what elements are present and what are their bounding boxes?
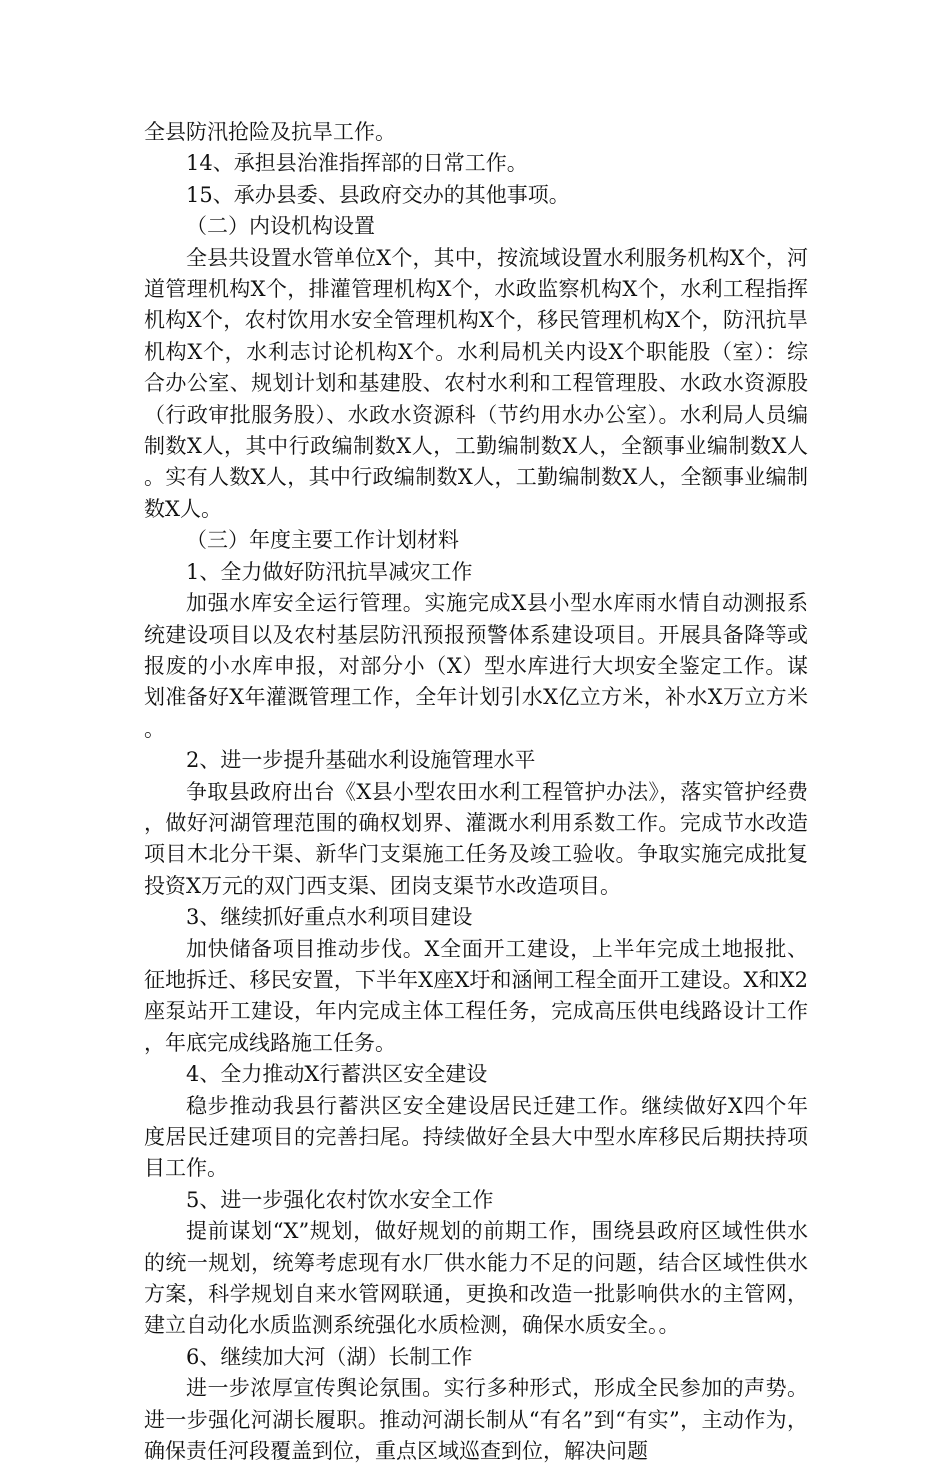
item-heading-1: 1、全力做好防汛抗旱减灾工作 [186, 559, 473, 584]
section-heading-3: （三）年度主要工作计划材料 [186, 528, 459, 553]
paragraph-16: 提前谋划“X”规划，做好规划的前期工作，围绕县政府区域性供水的统一规划，统筹考虑现有水厂供水能力不足的问题，结合区域性供水方案，科学规划自来水管网联通，更换和改造一批影响供水的主管网，建立自动化水质监测系统强化水质检测，确保水质安全。。 [144, 1219, 808, 1338]
paragraph-1: 全县防汛抢险及抗旱工作。 [144, 120, 396, 144]
document-body [144, 117, 808, 1467]
item-heading-3: 3、继续抓好重点水利项目建设 [186, 905, 473, 930]
paragraph-12: 加快储备项目推动步伐。X全面开工建设，上半年完成土地报批、征地拆迁、移民安置，下半年X座X圩和涵闸工程全面开工建设。X和X2座泵站开工建设，年内完成主体工程任务，完成高压供电线路设计工作，年底完成线路施工任务。 [144, 936, 808, 1055]
item-heading-2: 2、进一步提升基础水利设施管理水平 [186, 748, 536, 773]
item-heading-4: 4、全力推动X行蓄洪区安全建设 [186, 1062, 488, 1087]
paragraph-3: 15、承办县委、县政府交办的其他事项。 [186, 182, 570, 207]
item-heading-6: 6、继续加大河（湖）长制工作 [186, 1344, 473, 1369]
paragraph-14: 稳步推动我县行蓄洪区安全建设居民迁建工作。继续做好X四个年度居民迁建项目的完善扫尾。持续做好全县大中型水库移民后期扶持项目工作。 [144, 1093, 808, 1181]
paragraph-5: 全县共设置水管单位X个，其中，按流域设置水利服务机构X个，河道管理机构X个，排灌管理机构X个，水政监察机构X个，水利工程指挥机构X个，农村饮用水安全管理机构X个，移民管理机构X个，防汛抗旱机构X个，水利志讨论机构X个。水利局机关内设X个职能股（室）：综合办公室、规划计划和基建股、农村水利和工程管理股、水政水资源股（行政审批服务股）、水政水资源科（节约用水办公室）。水利局人员编制数X人，其中行政编制数X人，工勤编制数X人，全额事业编制数X人。实有人数X人，其中行政编制数X人，工勤编制数X人，全额事业编制数X人。 [144, 245, 808, 521]
paragraph-8: 加强水库安全运行管理。实施完成X县小型水库雨水情自动测报系统建设项目以及农村基层防汛预报预警体系建设项目。开展具备降等或报废的小水库申报，对部分小（X）型水库进行大坝安全鉴定工作。谋划准备好X年灌溉管理工作，全年计划引水X亿立方米，补水X万立方米。 [144, 591, 808, 741]
paragraph-10: 争取县政府出台《X县小型农田水利工程管护办法》，落实管护经费，做好河湖管理范围的确权划界、灌溉水利用系数工作。完成节水改造项目木北分干渠、新华门支渠施工任务及竣工验收。争取实施完成批复投资X万元的双门西支渠、团岗支渠节水改造项目。 [144, 779, 808, 898]
paragraph-18: 进一步浓厚宣传舆论氛围。实行多种形式，形成全民参加的声势。进一步强化河湖长履职。推动河湖长制从“有名”到“有实”，主动作为，确保责任河段覆盖到位，重点区域巡查到位，解决问题 [144, 1376, 808, 1464]
paragraph-2: 14、承担县治淮指挥部的日常工作。 [186, 151, 528, 176]
item-heading-5: 5、进一步强化农村饮水安全工作 [186, 1187, 494, 1212]
section-heading-2: （二）内设机构设置 [186, 214, 375, 239]
